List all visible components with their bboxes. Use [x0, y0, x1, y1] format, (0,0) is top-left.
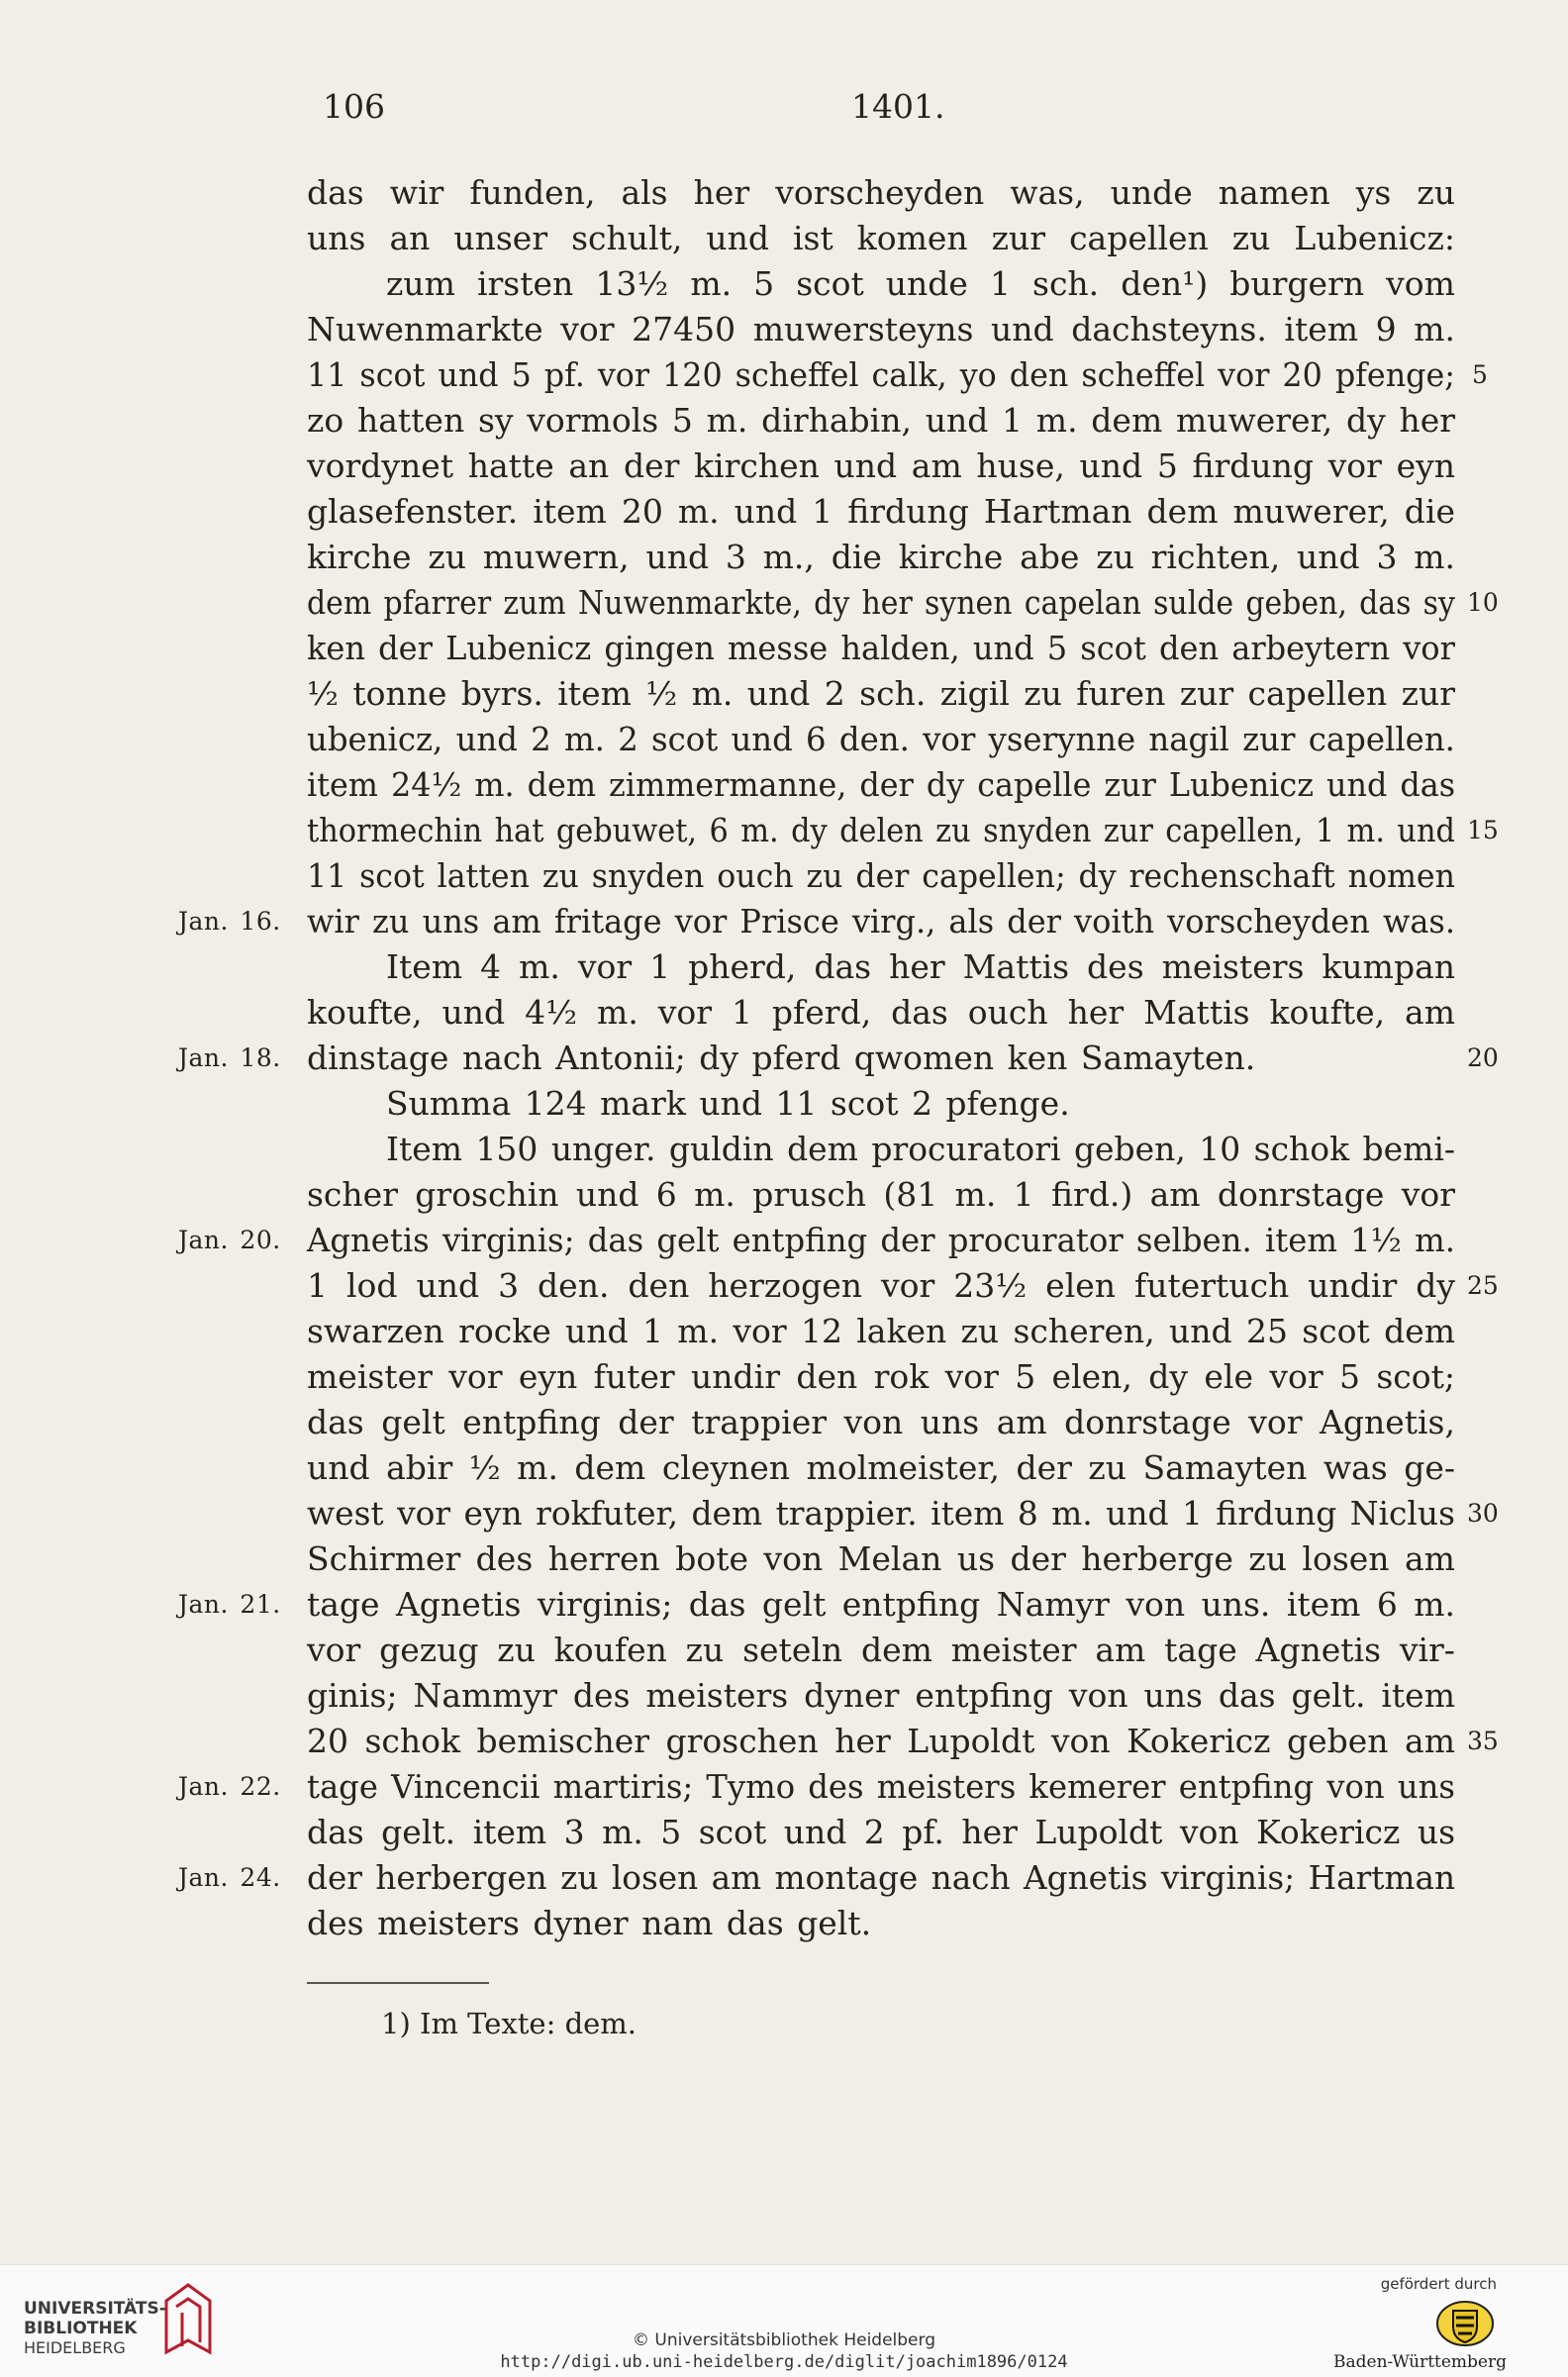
- text-line: [307, 170, 1455, 216]
- funding-label: gefördert durch: [1380, 2275, 1497, 2293]
- body-text: [178, 170, 1499, 1946]
- text-line: [178, 1582, 1456, 1628]
- line-text: dinstage nach Antonii; dy pferd qwomen ken Samayten.: [307, 1039, 1256, 1077]
- line-text: zo hatten sy vormols 5 m. dirhabin, und 1 m. dem muwerer, dy her: [307, 401, 1456, 440]
- line-text: west vor eyn rokfuter, dem trappier. item 8 m. und 1 firdung Niclus: [307, 1494, 1455, 1533]
- line-text: Item 4 m. vor 1 pherd, das her Mattis des meisters kumpan: [386, 947, 1456, 986]
- line-text: kirche zu muwern, und 3 m., die kirche abe zu richten, und 3 m.: [307, 538, 1456, 576]
- line-text: thormechin hat gebuwet, 6 m. dy delen zu snyden zur capellen, 1 m. und: [307, 811, 1455, 849]
- line-text: Agnetis virginis; das gelt entpfing der procurator selben. item 1½ m.: [307, 1221, 1456, 1259]
- margin-date: Jan. 16.: [178, 907, 281, 936]
- text-line: [307, 1263, 1499, 1309]
- text-line: [307, 307, 1455, 352]
- library-name-line-3: HEIDELBERG: [24, 2338, 126, 2357]
- line-number: 10: [1467, 588, 1499, 617]
- line-number: 25: [1467, 1271, 1499, 1300]
- text-line: [307, 444, 1455, 489]
- text-line: [307, 1172, 1455, 1218]
- line-text: das gelt entpfing der trappier von uns am donrstage vor Agnetis,: [307, 1403, 1455, 1441]
- text-line: [307, 1445, 1455, 1491]
- text-line: [178, 899, 1456, 944]
- text-line: [307, 580, 1499, 626]
- text-line: [178, 1764, 1455, 1810]
- text-line: [307, 1536, 1455, 1582]
- text-line: [307, 1673, 1455, 1719]
- permalink[interactable]: http://digi.ub.uni-heidelberg.de/diglit/joachim1896/0124: [500, 2352, 1068, 2372]
- line-text: und abir ½ m. dem cleynen molmeister, der zu Samayten was ge-: [307, 1448, 1456, 1487]
- viewer-footer: [0, 2264, 1568, 2377]
- text-line: [307, 1901, 1455, 1946]
- text-line: [307, 1491, 1499, 1536]
- margin-date: Jan. 20.: [178, 1226, 281, 1254]
- line-number: 35: [1467, 1727, 1499, 1755]
- text-line: [307, 489, 1455, 535]
- copyright-notice: © Universitätsbibliothek Heidelberg: [632, 2330, 935, 2350]
- library-name-line-2: BIBLIOTHEK: [24, 2319, 138, 2338]
- line-text: Nuwenmarkte vor 27450 muwersteyns und dachsteyns. item 9 m.: [307, 310, 1456, 348]
- text-line: [307, 1628, 1455, 1673]
- text-line: [307, 535, 1455, 580]
- line-text: ken der Lubenicz gingen messe halden, und 5 scot den arbeytern vor: [307, 629, 1455, 667]
- line-text: 20 schok bemischer groschen her Lupoldt von Kokericz geben am: [307, 1722, 1456, 1760]
- line-text: wir zu uns am fritage vor Prisce virg., als der voith vorscheyden was.: [307, 902, 1456, 941]
- line-text: ginis; Nammyr des meisters dyner entpfing von uns das gelt. item: [307, 1676, 1456, 1715]
- text-line: [307, 398, 1455, 444]
- text-line: [307, 352, 1488, 398]
- line-text: swarzen rocke und 1 m. vor 12 laken zu scheren, und 25 scot dem: [307, 1312, 1456, 1350]
- text-line: [307, 944, 1455, 990]
- footnote-divider: [307, 1982, 489, 1984]
- text-line: [307, 1081, 1455, 1127]
- text-line: [307, 671, 1455, 717]
- text-line: [307, 990, 1455, 1036]
- text-line: [307, 808, 1499, 853]
- margin-date: Jan. 22.: [178, 1772, 281, 1801]
- funding-name: Baden-Württemberg: [1333, 2352, 1507, 2372]
- line-text: 1 lod und 3 den. den herzogen vor 23½ elen futertuch undir dy: [307, 1266, 1455, 1305]
- line-text: ½ tonne byrs. item ½ m. und 2 sch. zigil zu furen zur capellen zur: [307, 674, 1455, 713]
- page-number: 106: [323, 87, 385, 126]
- running-title: 1401.: [851, 87, 945, 126]
- text-line: [307, 762, 1455, 808]
- text-line: [307, 1719, 1499, 1764]
- footnote: 1) Im Texte: dem.: [381, 2007, 637, 2040]
- text-line: [307, 1400, 1455, 1445]
- text-line: [307, 626, 1455, 671]
- line-text: scher groschin und 6 m. prusch (81 m. 1 fird.) am donrstage vor: [307, 1175, 1456, 1214]
- margin-date: Jan. 24.: [178, 1863, 281, 1892]
- line-number: 30: [1467, 1499, 1499, 1528]
- line-number: 5: [1472, 360, 1488, 389]
- line-text: Summa 124 mark und 11 scot 2 pfenge.: [386, 1084, 1070, 1123]
- text-line: [307, 717, 1455, 762]
- line-text: ubenicz, und 2 m. 2 scot und 6 den. vor yserynne nagil zur capellen.: [307, 720, 1455, 758]
- text-line: [307, 1309, 1455, 1354]
- line-text: vor gezug zu koufen zu seteln dem meister am tage Agnetis vir-: [307, 1631, 1455, 1669]
- text-line: [307, 1810, 1455, 1855]
- text-line: [178, 1036, 1499, 1081]
- text-line: [307, 1354, 1455, 1400]
- line-text: das wir funden, als her vorscheyden was, unde namen ys zu: [307, 173, 1456, 212]
- line-text: item 24½ m. dem zimmermanne, der dy capelle zur Lubenicz und das: [307, 765, 1456, 804]
- text-line: [307, 1127, 1455, 1172]
- line-text: koufte, und 4½ m. vor 1 pferd, das ouch her Mattis koufte, am: [307, 993, 1456, 1032]
- text-line: [307, 261, 1455, 307]
- line-text: das gelt. item 3 m. 5 scot und 2 pf. her Lupoldt von Kokericz us: [307, 1813, 1456, 1851]
- line-text: vordynet hatte an der kirchen und am huse, und 5 firdung vor eyn: [307, 446, 1456, 485]
- line-text: glasefenster. item 20 m. und 1 firdung Hartman dem muwerer, die: [307, 492, 1455, 531]
- line-text: meister vor eyn futer undir den rok vor 5 elen, dy ele vor 5 scot;: [307, 1357, 1455, 1396]
- line-text: der herbergen zu losen am montage nach Agnetis virginis; Hartman: [307, 1858, 1456, 1897]
- line-text: des meisters dyner nam das gelt.: [307, 1904, 872, 1942]
- line-text: Schirmer des herren bote von Melan us der herberge zu losen am: [307, 1539, 1455, 1578]
- line-number: 20: [1467, 1043, 1499, 1072]
- line-text: 11 scot und 5 pf. vor 120 scheffel calk, yo den scheffel vor 20 pfenge;: [307, 355, 1455, 394]
- line-text: tage Vincencii martiris; Tymo des meisters kemerer entpfing von uns: [307, 1767, 1455, 1806]
- coat-of-arms-icon: [1433, 2299, 1497, 2352]
- line-text: 11 scot latten zu snyden ouch zu der capellen; dy rechenschaft nomen: [307, 856, 1455, 895]
- line-number: 15: [1467, 816, 1499, 844]
- line-text: uns an unser schult, und ist komen zur capellen zu Lubenicz:: [307, 219, 1456, 257]
- text-line: [178, 1218, 1456, 1263]
- margin-date: Jan. 21.: [178, 1590, 281, 1619]
- library-name-line-1: UNIVERSITÄTS-: [24, 2299, 166, 2319]
- text-line: [178, 1855, 1456, 1901]
- text-line: [307, 216, 1455, 261]
- line-text: dem pfarrer zum Nuwenmarkte, dy her synen capelan sulde geben, das sy: [307, 583, 1455, 622]
- line-text: Item 150 unger. guldin dem procuratori geben, 10 schok bemi-: [386, 1130, 1456, 1168]
- line-text: tage Agnetis virginis; das gelt entpfing Namyr von uns. item 6 m.: [307, 1585, 1456, 1624]
- margin-date: Jan. 18.: [178, 1043, 281, 1072]
- line-text: zum irsten 13½ m. 5 scot unde 1 sch. den¹) burgern vom: [386, 264, 1455, 303]
- text-line: [307, 853, 1455, 899]
